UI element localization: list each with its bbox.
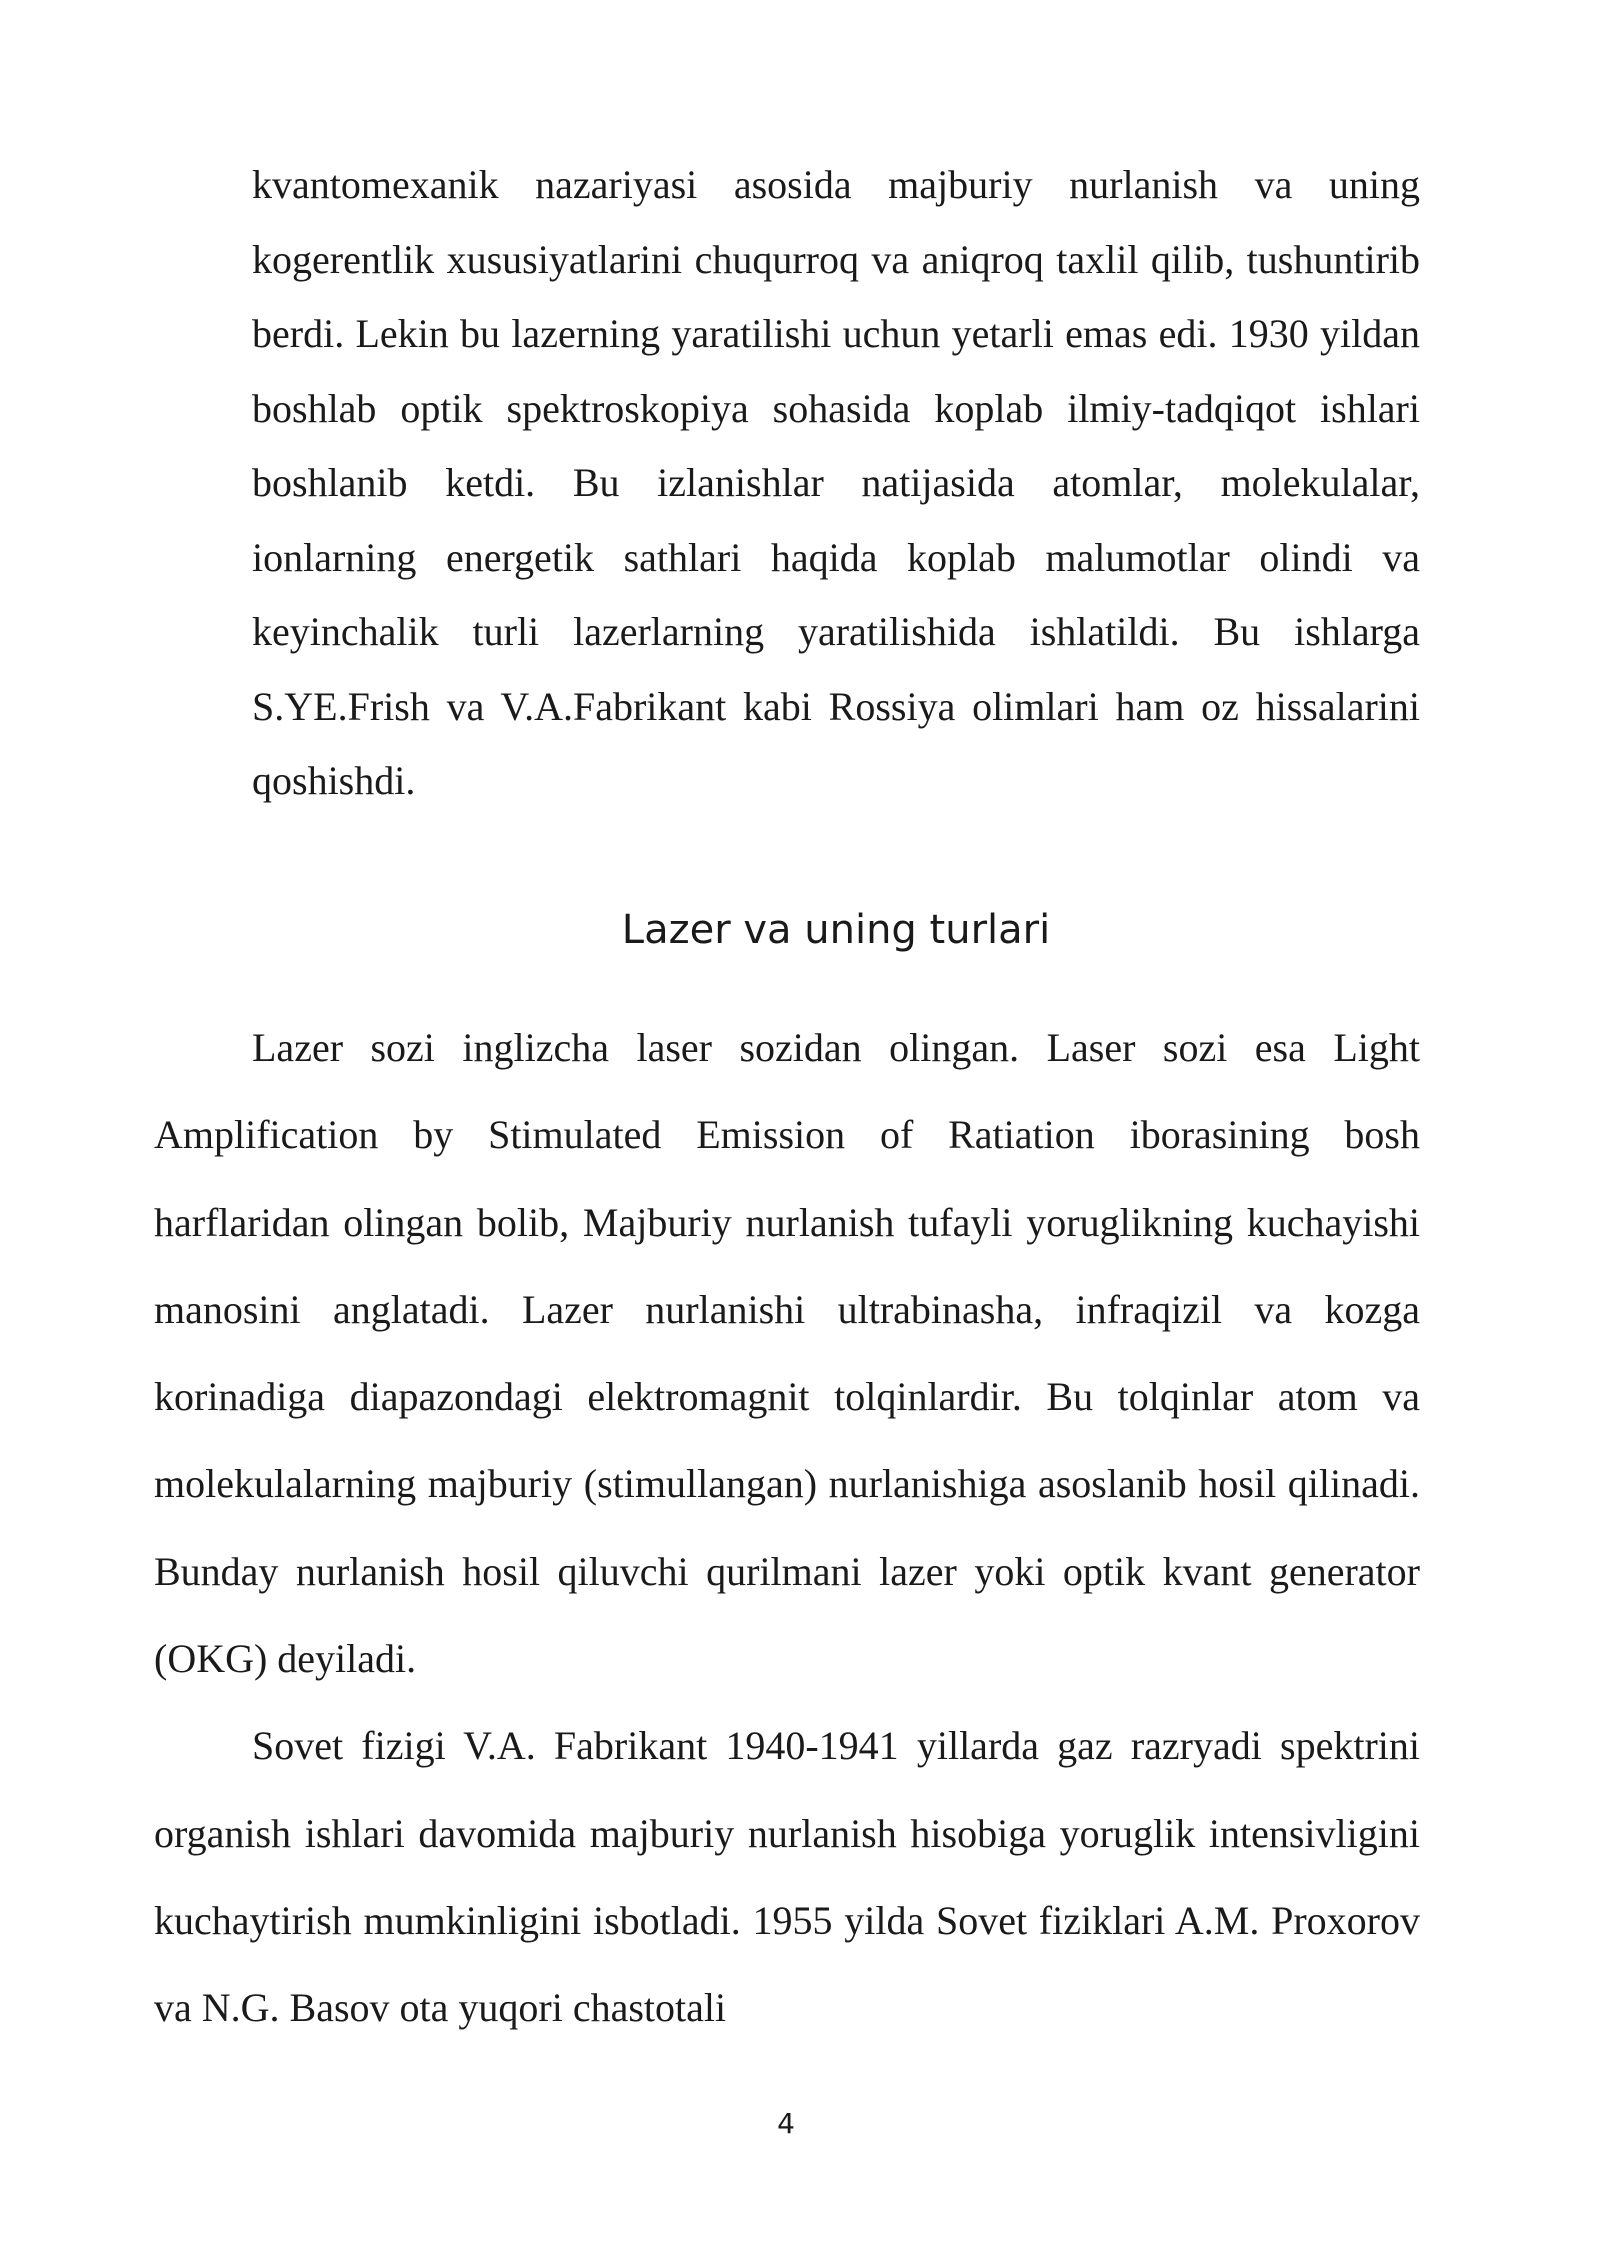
page-number: 4 <box>777 2107 795 2140</box>
section-body <box>154 1004 1420 2052</box>
body-paragraph-history: Sovet fizigi V.A. Fabrikant 1940-1941 yillarda gaz razryadi spektrini organish ishlari davomida majburiy nurlanish hisobiga yoruglik intensivligini kuchaytirish mumkinligini isbotladi. 1955 yilda Sovet fiziklari A.M. Proxorov va N.G. Basov ota yuqori chastotali <box>154 1723 1420 2031</box>
intro-paragraph: kvantomexanik nazariyasi asosida majburiy nurlanish va uning kogerentlik xususiyatlarini chuqurroq va aniqroq taxlil qilib, tushuntirib berdi. Lekin bu lazerning yaratilishi uchun yetarli emas edi. 1930 yildan boshlab optik spektroskopiya sohasida koplab ilmiy-tadqiqot ishlari boshlanib ketdi. Bu izlanishlar natijasida atomlar, molekulalar, ionlarning energetik sathlari haqida koplab malumotlar olindi va keyinchalik turli lazerlarning yaratilishida ishlatildi. Bu ishlarga S.YE.Frish va V.A.Fabrikant kabi Rossiya olimlari ham oz hissalarini qoshishdi. <box>252 162 1420 803</box>
body-paragraph-laser-definition: Lazer sozi inglizcha laser sozidan olingan. Laser sozi esa Light Amplification by Stimulated Emission of Ratiation iborasining bosh harflaridan olingan bolib, Majburiy nurlanish tufayli yoruglikning kuchayishi manosini anglatadi. Lazer nurlanishi ultrabinasha, infraqizil va kozga korinadiga diapazondagi elektromagnit tolqinlardir. Bu tolqinlar atom va molekulalarning majburiy (stimullangan) nurlanishiga asoslanib hosil qilinadi. Bunday nurlanish hosil qiluvchi qurilmani lazer yoki optik kvant generator (OKG) deyiladi. <box>154 1025 1420 1682</box>
section-heading: Lazer va uning turlari <box>621 907 1051 953</box>
